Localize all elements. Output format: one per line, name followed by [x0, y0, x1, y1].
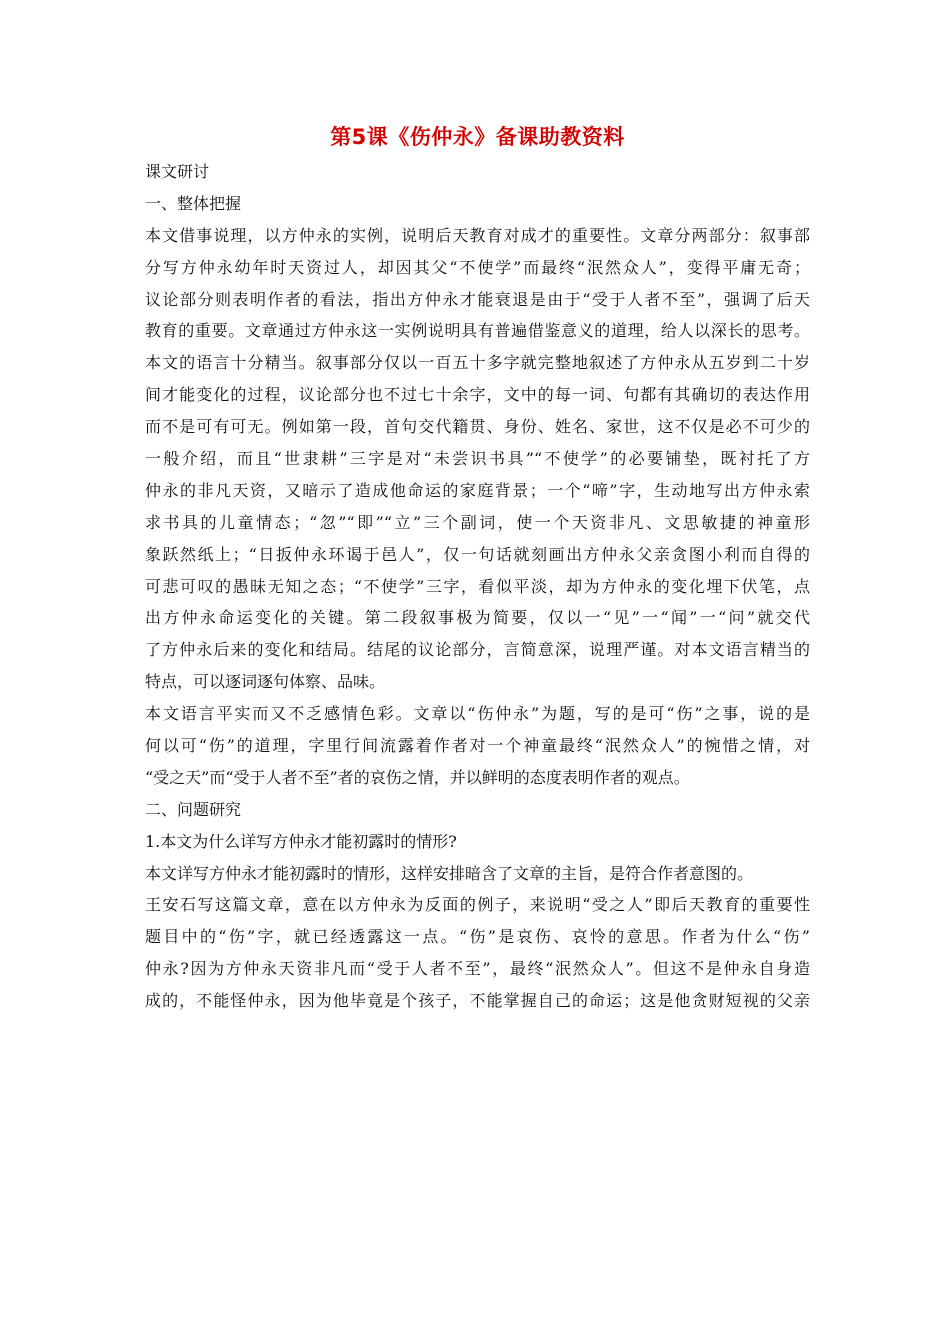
text-line: 课文研讨: [145, 162, 210, 181]
text-line: 仲永?因为方仲永天资非凡而“受于人者不至”，最终“泯然众人”。但这不是仲永自身造: [145, 959, 810, 979]
text-line: 一般介绍，而且“世隶耕”三字是对“未尝识书具”“不使学”的必要铺垫，既衬托了方: [145, 449, 810, 469]
text-line: 求书具的儿童情态；“忽”“即”“立”三个副词，使一个天资非凡、文思敏捷的神童形: [145, 512, 810, 532]
text-line: 而不是可有可无。例如第一段，首句交代籍贯、身份、姓名、家世，这不仅是必不可少的: [145, 417, 810, 437]
text-line: “受之天”而“受于人者不至”者的哀伤之情，并以鲜明的态度表明作者的观点。: [145, 767, 690, 787]
text-line: 本文语言平实而又不乏感情色彩。文章以“伤仲永”为题，写的是可“伤”之事，说的是: [145, 704, 810, 724]
text-line: 议论部分则表明作者的看法，指出方仲永才能衰退是由于“受于人者不至”，强调了后天: [145, 289, 810, 309]
document-body: [145, 156, 810, 1017]
text-line: 1.本文为什么详写方仲永才能初露时的情形?: [145, 831, 457, 851]
document-title: 第5课《伤仲永》备课助教资料: [330, 125, 625, 149]
text-line: 教育的重要。文章通过方仲永这一实例说明具有普遍借鉴意义的道理，给人以深长的思考。: [145, 321, 810, 341]
text-line: 分写方仲永幼年时天资过人，却因其父“不使学”而最终“泯然众人”，变得平庸无奇；: [145, 257, 810, 277]
text-line: 本文的语言十分精当。叙事部分仅以一百五十多字就完整地叙述了方仲永从五岁到二十岁: [145, 353, 810, 373]
text-line: 间才能变化的过程，议论部分也不过七十余字，文中的每一词、句都有其确切的表达作用: [145, 385, 810, 405]
text-line: 何以可“伤”的道理，字里行间流露着作者对一个神童最终“泯然众人”的惋惜之情，对: [145, 736, 810, 756]
text-line: 王安石写这篇文章，意在以方仲永为反面的例子，来说明“受之人”即后天教育的重要性: [145, 895, 810, 915]
text-line: 可悲可叹的愚昧无知之态；“不使学”三字，看似平淡，却为方仲永的变化埋下伏笔，点: [145, 576, 810, 596]
text-line: 仲永的非凡天资，又暗示了造成他命运的家庭背景；一个“啼”字，生动地写出方仲永索: [145, 480, 810, 500]
text-line: 本文详写方仲永才能初露时的情形，这样安排暗含了文章的主旨，是符合作者意图的。: [145, 863, 754, 883]
document-page: [145, 118, 810, 1017]
text-line: 二、问题研究: [145, 799, 242, 819]
text-line: 出方仲永命运变化的关键。第二段叙事极为简要，仅以一“见”一“闻”一“问”就交代: [145, 608, 810, 628]
text-line: 象跃然纸上；“日扳仲永环谒于邑人”，仅一句话就刻画出方仲永父亲贪图小利而自得的: [145, 544, 810, 564]
text-line: 特点，可以逐词逐句体察、品味。: [145, 672, 386, 692]
text-line: 本文借事说理，以方仲永的实例，说明后天教育对成才的重要性。文章分两部分：叙事部: [145, 225, 810, 245]
text-line: 题目中的“伤”字，就已经透露这一点。“伤”是哀伤、哀怜的意思。作者为什么“伤”: [145, 927, 810, 947]
text-line: 成的，不能怪仲永，因为他毕竟是个孩子，不能掌握自己的命运；这是他贪财短视的父亲: [145, 991, 810, 1011]
text-line: 了方仲永后来的变化和结局。结尾的议论部分，言简意深，说理严谨。对本文语言精当的: [145, 640, 810, 660]
text-line: 一、整体把握: [145, 193, 242, 213]
